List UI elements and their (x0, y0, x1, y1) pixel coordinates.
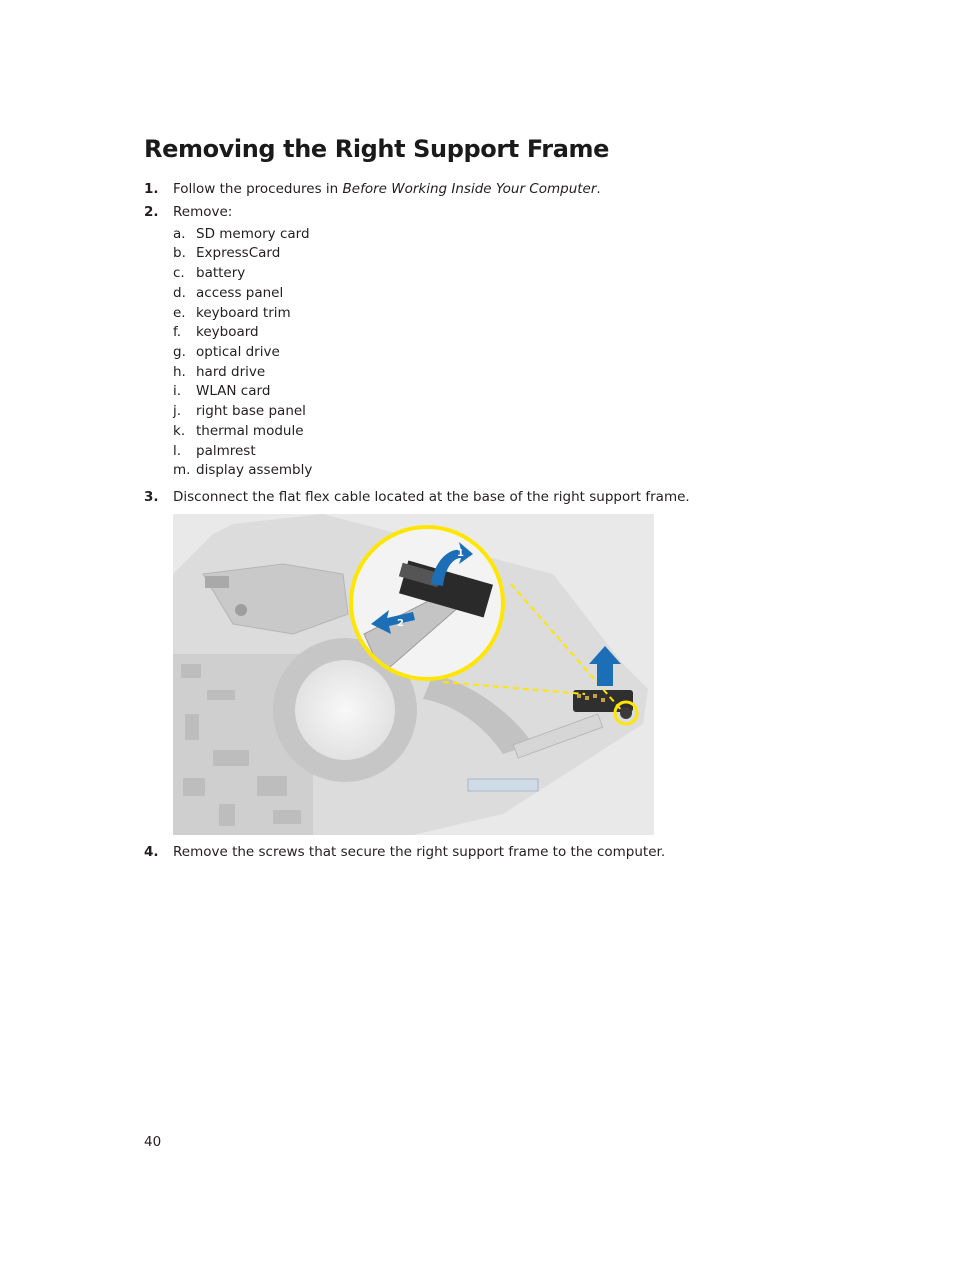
step-text-part: Follow the procedures in (173, 181, 343, 197)
page-title: Removing the Right Support Frame (144, 135, 609, 163)
list-item-letter: i. (173, 383, 182, 399)
screw-icon (235, 604, 247, 616)
list-item-letter: m. (173, 462, 191, 478)
list-item-text: battery (196, 265, 246, 281)
list-item-letter: a. (173, 226, 186, 242)
list-item-text: optical drive (196, 344, 280, 360)
list-item-text: display assembly (196, 462, 313, 478)
list-item (173, 461, 312, 479)
list-item (173, 382, 270, 400)
step-text-part: . (596, 181, 601, 197)
list-item-text: WLAN card (196, 383, 271, 399)
list-item-letter: b. (173, 245, 186, 261)
list-item (173, 323, 259, 341)
list-item-letter: e. (173, 305, 186, 321)
flex-cable-illustration (173, 514, 654, 835)
list-item (173, 442, 256, 460)
list-item-text: ExpressCard (196, 245, 281, 261)
step-text (173, 180, 601, 198)
list-item-text: keyboard (196, 324, 259, 340)
fan-icon (295, 660, 395, 760)
page-number: 40 (144, 1134, 162, 1150)
list-item-text: hard drive (196, 364, 266, 380)
list-item-text: thermal module (196, 423, 304, 439)
step-text: Disconnect the flat flex cable located at the base of the right support frame. (173, 489, 690, 505)
list-item-letter: c. (173, 265, 185, 281)
step-text: Remove the screws that secure the right support frame to the computer. (173, 844, 666, 860)
bracket-hinge (205, 576, 229, 588)
list-item-letter: h. (173, 364, 186, 380)
list-item-letter: j. (173, 403, 182, 419)
list-item-letter: f. (173, 324, 182, 340)
screw-icon (620, 707, 632, 719)
step-text-italic-link: Before Working Inside Your Computer (342, 181, 597, 197)
list-item (173, 343, 280, 361)
step-number: 4. (144, 844, 159, 860)
list-item (173, 244, 280, 262)
step-text: Remove: (173, 204, 233, 220)
list-item-letter: k. (173, 423, 186, 439)
ribbon-connector (468, 779, 538, 791)
step-number: 2. (144, 204, 159, 220)
list-item (173, 422, 304, 440)
list-item (173, 304, 291, 322)
list-item-text: SD memory card (196, 226, 310, 242)
step-number: 3. (144, 489, 159, 505)
list-item (173, 264, 245, 282)
list-item-text: right base panel (196, 403, 306, 419)
arrow-label-1: 1 (457, 548, 464, 559)
list-item-letter: l. (173, 443, 182, 459)
list-item-text: keyboard trim (196, 305, 291, 321)
list-item-text: palmrest (196, 443, 256, 459)
list-item (173, 363, 265, 381)
arrow-label-2: 2 (397, 618, 404, 629)
list-item-text: access panel (196, 285, 284, 301)
list-item (173, 402, 306, 420)
step-number: 1. (144, 181, 159, 197)
list-item (173, 284, 283, 302)
list-item-letter: d. (173, 285, 186, 301)
list-item (173, 225, 310, 243)
list-item-letter: g. (173, 344, 186, 360)
